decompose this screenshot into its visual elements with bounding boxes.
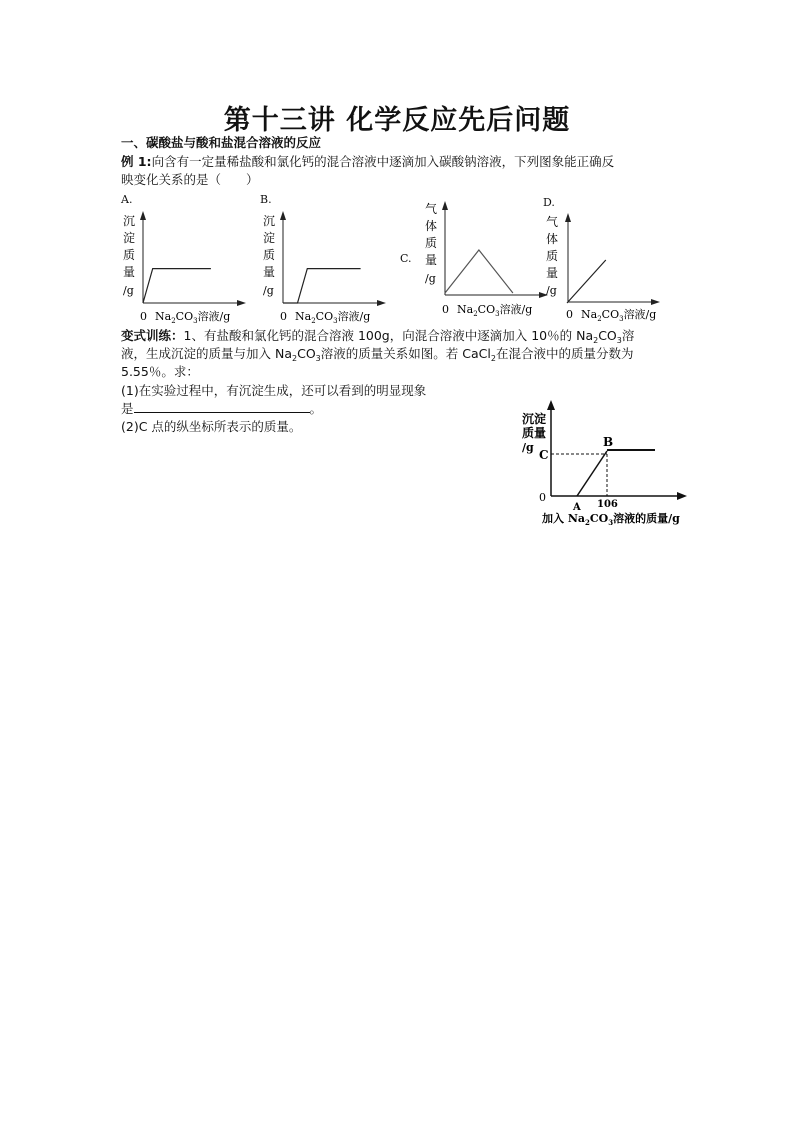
page-title: 第十三讲 化学反应先后问题 [223, 105, 571, 136]
curve-c [445, 250, 513, 293]
option-a-graph [118, 205, 258, 325]
example-line-1 [121, 153, 614, 170]
ylabel-char: 体 [546, 232, 559, 246]
ylabel-char: /g [263, 284, 274, 297]
point-c-label: C [539, 448, 549, 462]
option-c-graph [420, 195, 560, 320]
answer-blank[interactable] [134, 401, 310, 413]
option-b-label: B. [260, 193, 272, 206]
x-axis-label: $Na_2CO_3$溶液/g [581, 308, 657, 323]
option-d-graph [542, 205, 682, 325]
x-axis-label: $Na_2CO_3$溶液/g [155, 310, 231, 325]
ylabel-char: 质 [425, 236, 438, 250]
ylabel-char: 气 [546, 215, 559, 229]
ylabel-char: 量 [123, 265, 136, 279]
ylabel-char: /g [123, 284, 134, 297]
origin-label: 0 [140, 310, 147, 323]
question-1-answer-line: 是 。 [121, 401, 323, 416]
rising-segment [577, 451, 607, 496]
curve-b [283, 269, 361, 303]
point-a-label: A [573, 502, 581, 513]
option-b-graph [258, 205, 398, 325]
ylabel-char: 淀 [263, 231, 276, 245]
ylabel-char: 量 [425, 253, 438, 267]
figure-xlabel: 加入 $Na_2CO_3$溶液的质量/g [542, 512, 680, 527]
y-axis-arrow [140, 211, 146, 220]
ylabel-char: /g [425, 272, 436, 285]
question-2: (2)C 点的纵坐标所表示的质量。 [121, 419, 302, 434]
tick-106: 106 [597, 499, 618, 510]
origin-label: 0 [566, 308, 573, 321]
option-d-label: D. [543, 196, 555, 209]
ylabel-char: 质 [546, 249, 559, 263]
option-c-label: C. [400, 252, 412, 265]
x-axis-arrow [237, 300, 246, 306]
ylabel-char: 沉 [263, 214, 276, 228]
x-axis-arrow [677, 492, 687, 500]
ylabel-char: 量 [263, 265, 276, 279]
y-axis-arrow [280, 211, 286, 220]
x-axis-arrow [651, 299, 660, 305]
section-heading: 一、碳酸盐与酸和盐混合溶液的反应 [121, 135, 322, 150]
example-line-2: 映变化关系的是（ ） [121, 172, 259, 187]
question-1: (1)在实验过程中，有沉淀生成，还可以看到的明显现象 [121, 383, 427, 398]
x-axis-label: $Na_2CO_3$溶液/g [457, 303, 533, 318]
y-axis-arrow [547, 400, 555, 410]
point-b-label: B [603, 435, 614, 449]
exercise-label: 变式训练： [121, 328, 184, 343]
ylabel-char: 质 [263, 248, 276, 262]
ylabel-char: 气 [425, 202, 438, 216]
origin-label: 0 [280, 310, 287, 323]
ylabel-char: 沉 [123, 214, 136, 228]
figure-ylabel: /g [522, 441, 534, 454]
x-axis-arrow [377, 300, 386, 306]
y-axis-arrow [565, 213, 571, 222]
ylabel-char: 量 [546, 266, 559, 280]
curve-a [143, 269, 211, 303]
option-a-label: A. [121, 193, 133, 206]
example-text-1: 向含有一定量稀盐酸和氯化钙的混合溶液中逐滴加入碳酸钠溶液，下列图象能正确反 [151, 154, 615, 169]
exercise-line-2: 液，生成沉淀的质量与加入 $Na_2CO_3$溶液的质量关系如图。若 CaCl$_2$在混合液中的质量分数为 [121, 346, 634, 363]
ylabel-char: 体 [425, 219, 438, 233]
ylabel-char: /g [546, 284, 557, 297]
ylabel-char: 淀 [123, 231, 136, 245]
example-label: 例 1: [121, 154, 152, 169]
y-axis-arrow [442, 201, 448, 210]
ylabel-char: 质 [123, 248, 136, 262]
figure-origin: 0 [539, 491, 546, 504]
exercise-line-3: 5.55％。求： [121, 364, 199, 379]
curve-d [567, 260, 606, 303]
origin-label: 0 [442, 303, 449, 316]
figure-ylabel: 沉淀 [522, 412, 547, 426]
exercise-line-1: 变式训练：1、有盐酸和氯化钙的混合溶液 100g，向混合溶液中逐滴加入 10％的 $Na_2CO_3$溶 [121, 328, 635, 345]
exercise-figure [515, 393, 695, 533]
figure-ylabel: 质量 [522, 426, 547, 440]
x-axis-label: $Na_2CO_3$溶液/g [295, 310, 371, 325]
